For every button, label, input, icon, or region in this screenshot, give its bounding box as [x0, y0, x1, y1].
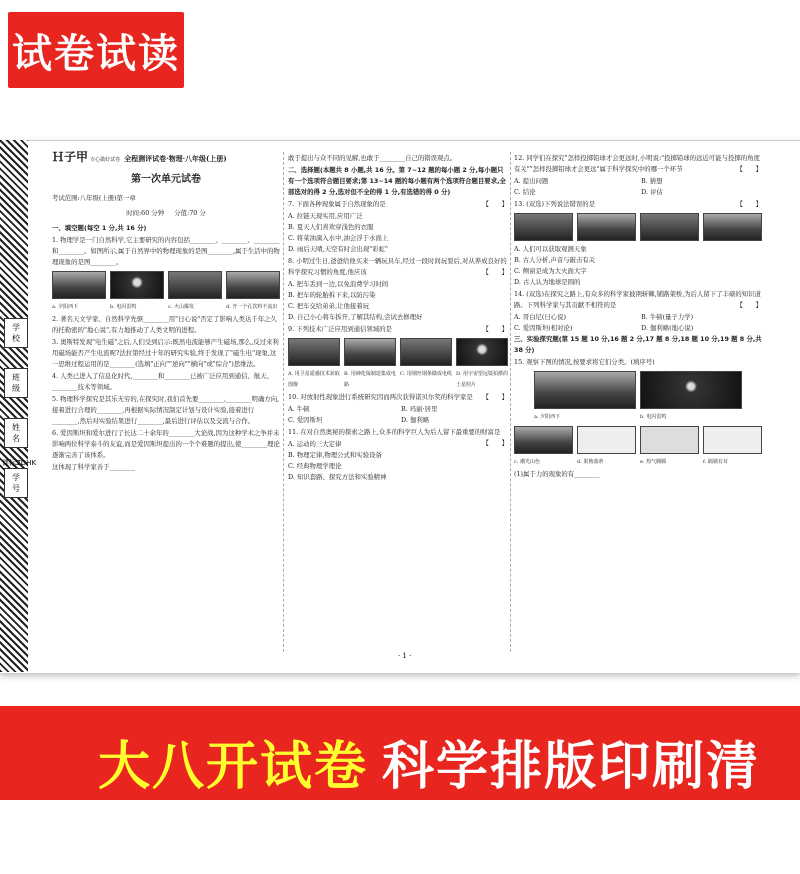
section-heading: 三、实验探究题(第 15 题 10 分,16 题 2 分,17 题 8 分,18 题 10 分,19 题 8 分,共 38 分)	[514, 335, 762, 354]
option: D. 伽利略(地心说)	[641, 324, 694, 332]
question-13-images	[514, 213, 762, 241]
option: A. 牛顿	[288, 405, 310, 413]
image-caption: d. 果熟落蒂	[577, 459, 604, 465]
section-heading: 二、选择题(本题共 8 小题,共 16 分。第 7~12 题的每小题 2 分,每小题只有一个选项符合题目要求;第 13~14 题的每小题有两个选项符合题目要求,全部选对的得 2 分,选对但不全的得 1 分,有选错的得 0 分)	[288, 166, 506, 196]
satellite-image	[288, 338, 340, 366]
option: C. 爱因斯坦(相对论)	[514, 324, 573, 332]
student-info-fields	[4, 318, 52, 502]
option: C. 经典物理学理论	[288, 462, 342, 470]
option: C. 侧窗是成为大火面大字	[514, 267, 587, 275]
class-field: 班 级	[4, 368, 28, 398]
bottom-banner	[0, 706, 800, 872]
paper-code: 课标ZDHK	[2, 459, 37, 467]
image-caption: e. 热气腾腾	[640, 459, 667, 465]
section-heading: 一、填空题(每空 1 分,共 16 分)	[52, 224, 147, 232]
chip-image	[344, 338, 396, 366]
option: B. 玛丽·居里	[401, 405, 438, 413]
option: A. 拉链天现实用,应用广泛	[288, 212, 363, 220]
question-15: 15. 观察下图的情况,按要求将它们分类。(填序号)	[514, 358, 655, 366]
image-caption: c. 火山爆发	[168, 304, 194, 310]
image-caption: b. 电闪雷鸣	[640, 414, 667, 420]
question-11: 11. 在对自然奥秘的探索之路上,众多的科学巨人为后人留下最重要的财富是 【 】	[288, 428, 508, 447]
option: A. 提出问题	[514, 177, 549, 185]
option: B. 猜想	[641, 177, 663, 185]
option: D. 古人认为地球是圆的	[514, 278, 581, 286]
column-2	[288, 152, 508, 483]
lightning-image	[640, 371, 742, 409]
drink-bottle-image	[226, 271, 280, 299]
image-caption: a. 夕阳西下	[52, 304, 79, 310]
question-5: 5. 物理科学探究是其乐无穷的,在探究时,我们首先要________,________明确方向,接着进行合理的________,再根据实际情况制定计划与设计实验,接着进行________,然后对实验结果进行________,最后进行评估以及交流与合作。	[52, 395, 280, 425]
question-1-images	[52, 271, 280, 299]
question-14-options	[514, 312, 762, 334]
id-field: 学 号	[4, 468, 28, 498]
exam-score: 分值:70 分	[174, 209, 206, 217]
question-7-options	[288, 211, 508, 255]
question-1: 1. 物理学是一门自然科学,它主要研究的内容包括________、________、________和________。如图所示,属于自然界中的物理现象的是图________,属于生活中的物理现象的是图________。	[52, 236, 280, 266]
option: D. 知识套路、探究方法和实验精神	[288, 473, 387, 481]
option: C. 结论	[514, 188, 536, 196]
option: D. 雨后天晴,天空有时会出现"彩虹"	[288, 245, 388, 253]
option: B. 古人分析,声音与敲击有关	[514, 256, 596, 264]
question-13-options	[514, 244, 762, 288]
image-caption: D. 用宇宙望远镜拍摄的土星照片	[456, 371, 509, 388]
option: D. 自己小心将车拆开,了解其结构,尝试去修理好	[288, 313, 423, 321]
image-caption: C. 用钢丝钢条做成电缆	[400, 371, 452, 377]
question-9: 9. 下列技术广泛应用到通信领域的是 【 】	[288, 325, 508, 333]
image-caption: b. 电闪雷鸣	[110, 304, 137, 310]
brand-slogan: 专心做好试卷	[90, 157, 121, 163]
image-caption: f. 隔墙有耳	[703, 459, 728, 465]
image-caption: d. 开一个孔饮料不流出	[226, 304, 278, 310]
question-4: 4. 人类已进入了信息化时代,________和________已被广泛应用到通信、航天、________技术等领域。	[52, 372, 274, 391]
lightning-image	[110, 271, 164, 299]
paper-header	[52, 152, 280, 166]
option: B. 牛顿(量子力学)	[641, 313, 694, 321]
question-6: 6. 爱因斯坦和爱尔进行了长达二十余年的________大论战,因为这种学术之争并未影响两位科学泰斗的友谊,而是爱因斯坦提出的一个个难题的提出,使________理论逐渐完善了该体系。	[52, 429, 280, 459]
wall-image	[703, 426, 762, 454]
page-number: · 1 ·	[398, 652, 412, 660]
fruit-image	[577, 426, 636, 454]
question-10-options	[288, 404, 508, 426]
question-15-images	[514, 371, 762, 409]
globe-image	[703, 213, 762, 241]
question-12: 12. 同学们在探究"怎样投掷铅球才会更远时,小明说:"投掷铅球的远近可能与投掷的角度有关""怎样投掷铅球才会更远"属于科学探究中的哪一个环节 【 】	[514, 154, 762, 173]
stargazing-image	[514, 213, 573, 241]
exam-title: 第一次单元试卷	[131, 174, 201, 185]
question-15-part-1: (1)属于力的现象的有________	[514, 470, 600, 478]
image-caption: c. 潮光山色	[514, 459, 540, 465]
lake-image	[514, 426, 573, 454]
question-10: 10. 对放射性现象进行系统研究因而两次获得诺贝尔奖的科学家是 【 】	[288, 393, 508, 401]
question-9-images	[288, 338, 508, 366]
question-12-options	[514, 176, 762, 198]
option: B. 把车的轮胎拆下来,以防污染	[288, 291, 376, 299]
option: D. 伽利略	[401, 416, 430, 424]
image-caption: B. 用砷化镓制造集成电路	[344, 371, 396, 388]
column-divider	[510, 152, 511, 652]
image-caption: A. 用卫星遥感技术获取图像	[288, 371, 340, 388]
option: C. 将菜油滴入水中,油会浮于水面上	[288, 234, 389, 242]
image-caption: a. 夕阳西下	[534, 414, 561, 420]
steam-image	[640, 426, 699, 454]
volcano-image	[168, 271, 222, 299]
exam-time: 时间:60 分钟	[126, 209, 165, 217]
banner-quality-text: 科学排版印刷清晰	[382, 737, 761, 872]
cable-image	[400, 338, 452, 366]
question-11-options	[288, 439, 508, 483]
question-7: 7. 下面各种现象属于自然现象的是 【 】	[288, 200, 508, 208]
option: C. 把车交给弟弟,让他接着玩	[288, 302, 370, 310]
question-8: 8. 小明过生日,爸爸给他买来一辆玩具车,经过一段时间玩耍后,对从养成良好的科学探究习惯的角度,他应该 【 】	[288, 257, 508, 276]
option: A. 运动的三大定律	[288, 440, 342, 448]
option: B. 夏天人们喜欢穿浅色的衣服	[288, 223, 374, 231]
question-3: 3. 奥斯特发现"电生磁"之后,人们受到启示:既然电流能够产生磁场,那么,反过来利用磁场能否产生电流呢?法拉第经过十年的研究实验,终于发现了"磁生电"现象,这一思维过程运用的是________(选填"正向""逆向""横向"或"综合")思维法。	[52, 338, 279, 368]
column-divider	[283, 152, 284, 652]
question-13: 13. (双选)下列说法错误的是 【 】	[514, 200, 762, 208]
series-title: 全程测评试卷·物理·八年级(上册)	[124, 154, 227, 163]
question-8-options	[288, 279, 508, 323]
sunset-image	[52, 271, 106, 299]
top-banner: 试卷试读	[8, 12, 184, 88]
option: A. 哥白尼(日心说)	[514, 313, 567, 321]
sunset-image	[534, 371, 636, 409]
question-14: 14. (双选)在探究之路上,有众多的科学家披荆斩棘,铺路架桥,为后人留下了丰硕的知识道路。下列科学家与其贡献不相符的是 【 】	[514, 290, 762, 309]
rubbing-image	[640, 213, 699, 241]
drum-image	[577, 213, 636, 241]
option: A. 把车丢到一边,以免浪费学习时间	[288, 280, 389, 288]
option: B. 物理定律,物理公式和实验设备	[288, 451, 382, 459]
banner-size-text: 大八开试卷	[98, 737, 369, 797]
option: D. 评估	[641, 188, 663, 196]
option: C. 爱因斯坦	[288, 416, 323, 424]
name-field: 姓 名	[4, 418, 28, 448]
question-15-images-2	[514, 426, 762, 454]
question-6-cont: 这体现了科学家善于________	[52, 463, 136, 471]
option: A. 人们可以获取观测天象	[514, 245, 587, 253]
exam-scope: 考试范围:八年级(上册)第一章	[52, 194, 136, 202]
column-1	[52, 152, 280, 474]
question-6-end: 敢于提出与众不同的见解,也敢于________自己的错误观点。	[288, 154, 457, 162]
school-field: 学 校	[4, 318, 28, 348]
column-3	[514, 152, 762, 481]
saturn-image	[456, 338, 508, 366]
brand-logo: Ｈ子甲	[52, 150, 89, 164]
question-2: 2. 著名天文学家、自然科学先驱________用"日心说"否定了影响人类达千年之久的托勒密的"地心说",有力地推动了人类文明的进程。	[52, 315, 277, 334]
